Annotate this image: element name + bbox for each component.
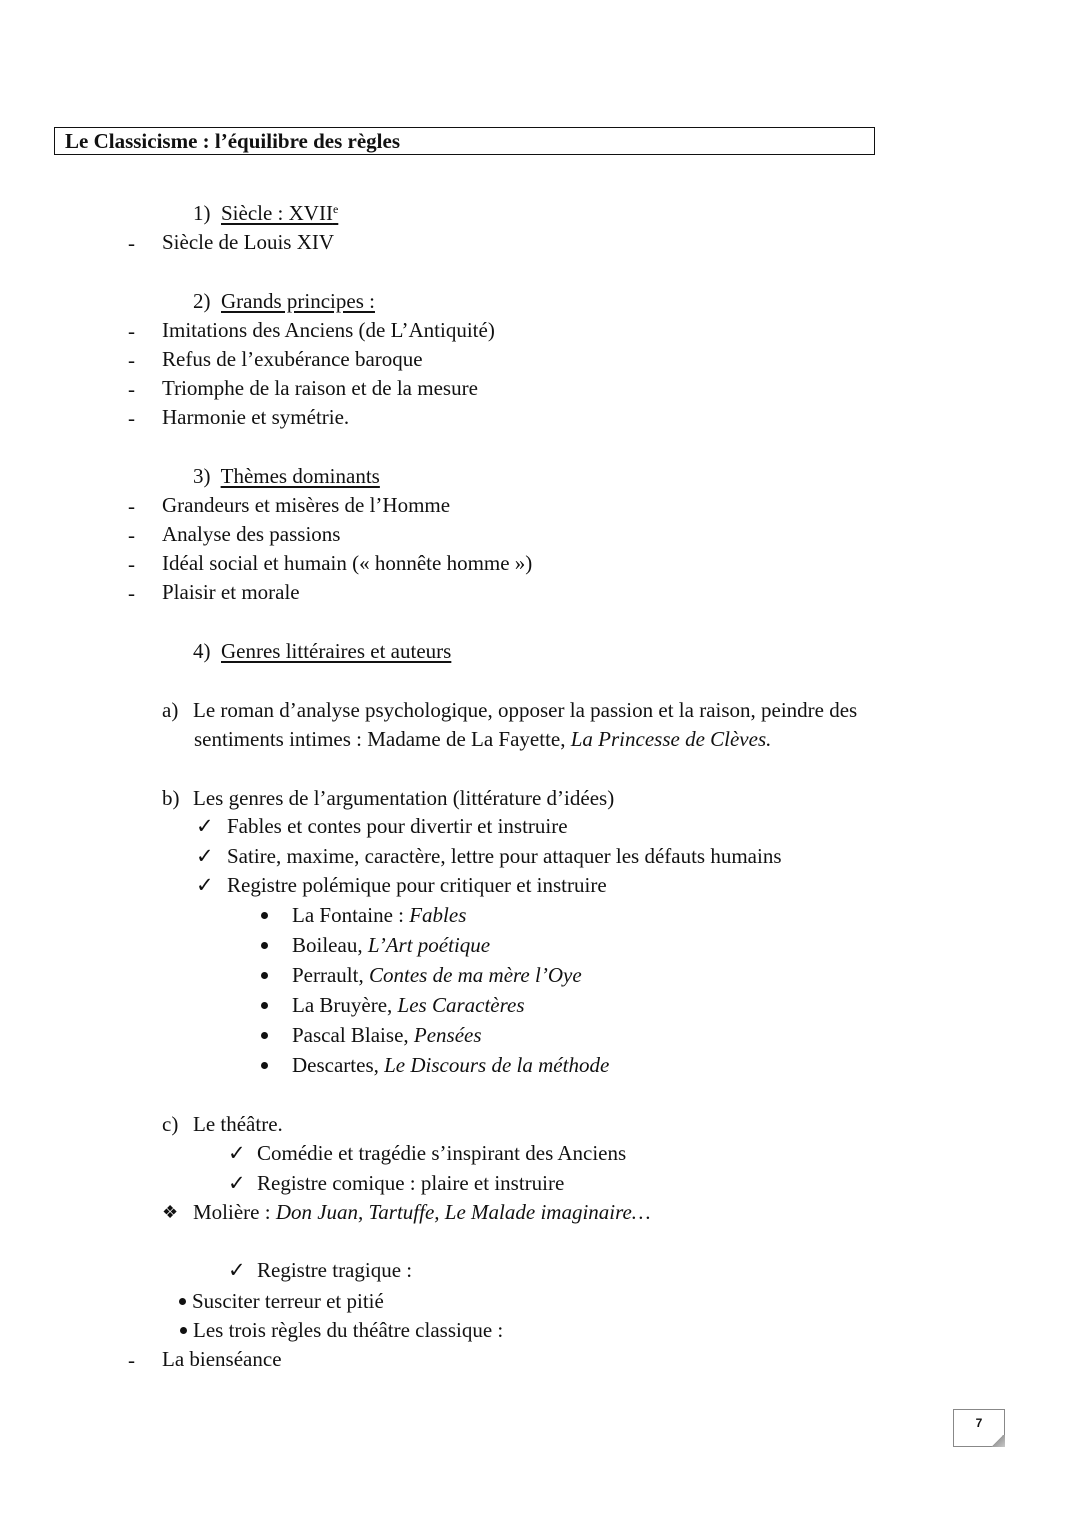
bullet-icon	[179, 1298, 186, 1305]
author-item	[292, 992, 525, 1018]
section-title: Genres littéraires et auteurs	[221, 639, 452, 663]
dash-bullet: -	[128, 231, 135, 255]
list-item: Siècle de Louis XIV	[162, 230, 335, 254]
author-item	[292, 932, 490, 958]
bullet-icon	[261, 942, 268, 949]
author-item	[292, 1022, 482, 1048]
author-name: Molière :	[193, 1200, 276, 1224]
list-item: Idéal social et humain (« honnête homme »)	[162, 551, 533, 575]
moliere-item	[193, 1199, 651, 1225]
author-item	[292, 1052, 609, 1078]
title-box	[54, 127, 875, 155]
list-item: Susciter terreur et pitié	[192, 1289, 384, 1313]
dash-bullet: -	[128, 348, 135, 372]
dash-bullet: -	[128, 406, 135, 430]
dash-bullet: -	[128, 581, 135, 605]
page-title: Le Classicisme : l’équilibre des règles	[65, 129, 400, 153]
section-4-heading	[193, 638, 451, 664]
check-item: Registre tragique :	[257, 1258, 413, 1282]
dash-bullet: -	[128, 377, 135, 401]
dash-bullet: -	[128, 552, 135, 576]
work-title: Fables	[409, 903, 467, 927]
list-item: Triomphe de la raison et de la mesure	[162, 376, 478, 400]
list-item: Plaisir et morale	[162, 580, 300, 604]
check-item: Satire, maxime, caractère, lettre pour attaquer les défauts humains	[227, 844, 782, 868]
work-title: Pensées	[413, 1023, 482, 1047]
check-icon: ✓	[196, 844, 214, 868]
page-number: 7	[975, 1416, 983, 1430]
subsection-c-heading: Le théâtre.	[193, 1112, 283, 1136]
author-item	[292, 902, 466, 928]
list-item: Grandeurs et misères de l’Homme	[162, 493, 451, 517]
dash-bullet: -	[128, 1348, 135, 1372]
subsection-b-letter: b)	[162, 786, 180, 810]
list-item: Analyse des passions	[162, 522, 341, 546]
list-item: La bienséance	[162, 1347, 282, 1371]
diamond-bullet-icon: ❖	[162, 1202, 179, 1222]
subsection-c-letter: c)	[162, 1112, 179, 1136]
page-number-box	[953, 1409, 1005, 1447]
check-icon: ✓	[228, 1171, 246, 1195]
subsection-b-heading: Les genres de l’argumentation (littérature d’idées)	[193, 786, 615, 810]
subsection-a-line-2	[194, 726, 771, 752]
check-item: Registre comique : plaire et instruire	[257, 1171, 565, 1195]
check-icon: ✓	[228, 1141, 246, 1165]
list-item: Harmonie et symétrie.	[162, 405, 350, 429]
section-2-heading	[193, 288, 375, 314]
check-item: Registre polémique pour critiquer et instruire	[227, 873, 607, 897]
section-number: 4)	[193, 639, 211, 663]
author-name: Perrault,	[292, 963, 369, 987]
dash-bullet: -	[128, 523, 135, 547]
work-title: Les Caractères	[397, 993, 525, 1017]
list-item: Les trois règles du théâtre classique :	[193, 1318, 504, 1342]
work-title: Don Juan, Tartuffe, Le Malade imaginaire…	[275, 1200, 651, 1224]
subsection-a-line-1: Le roman d’analyse psychologique, opposer la passion et la raison, peindre des	[193, 698, 858, 722]
work-title: Contes de ma mère l’Oye	[368, 963, 582, 987]
subsection-a-letter: a)	[162, 698, 179, 722]
work-title: La Princesse de Clèves.	[570, 727, 772, 751]
section-title	[221, 201, 338, 225]
author-name: Boileau,	[292, 933, 368, 957]
dash-bullet: -	[128, 319, 135, 343]
work-title: L’Art poétique	[367, 933, 491, 957]
page-curl-icon	[989, 1435, 1005, 1447]
section-number: 3)	[193, 464, 211, 488]
author-name: La Fontaine :	[292, 903, 410, 927]
section-title: Grands principes :	[221, 289, 375, 313]
bullet-icon	[261, 972, 268, 979]
author-name: Pascal Blaise,	[292, 1023, 414, 1047]
author-name: Descartes,	[292, 1053, 385, 1077]
work-title: Le Discours de la méthode	[384, 1053, 610, 1077]
bullet-icon	[261, 912, 268, 919]
check-item: Comédie et tragédie s’inspirant des Anciens	[257, 1141, 627, 1165]
section-number: 2)	[193, 289, 211, 313]
section-3-heading	[193, 463, 380, 489]
check-icon: ✓	[228, 1258, 246, 1282]
bullet-icon	[261, 1032, 268, 1039]
list-item: Imitations des Anciens (de L’Antiquité)	[162, 318, 495, 342]
check-item: Fables et contes pour divertir et instruire	[227, 814, 568, 838]
bullet-icon	[261, 1002, 268, 1009]
bullet-icon	[261, 1062, 268, 1069]
author-item	[292, 962, 582, 988]
check-icon: ✓	[196, 814, 214, 838]
dash-bullet: -	[128, 494, 135, 518]
section-number: 1)	[193, 201, 211, 225]
text: sentiments intimes : Madame de La Fayette,	[194, 727, 566, 751]
bullet-icon	[180, 1327, 187, 1334]
superscript: e	[332, 202, 339, 216]
check-icon: ✓	[196, 873, 214, 897]
section-title-text: Siècle : XVII	[221, 201, 333, 225]
list-item: Refus de l’exubérance baroque	[162, 347, 423, 371]
section-title: Thèmes dominants	[220, 464, 380, 488]
section-1-heading	[193, 200, 338, 226]
author-name: La Bruyère,	[292, 993, 398, 1017]
